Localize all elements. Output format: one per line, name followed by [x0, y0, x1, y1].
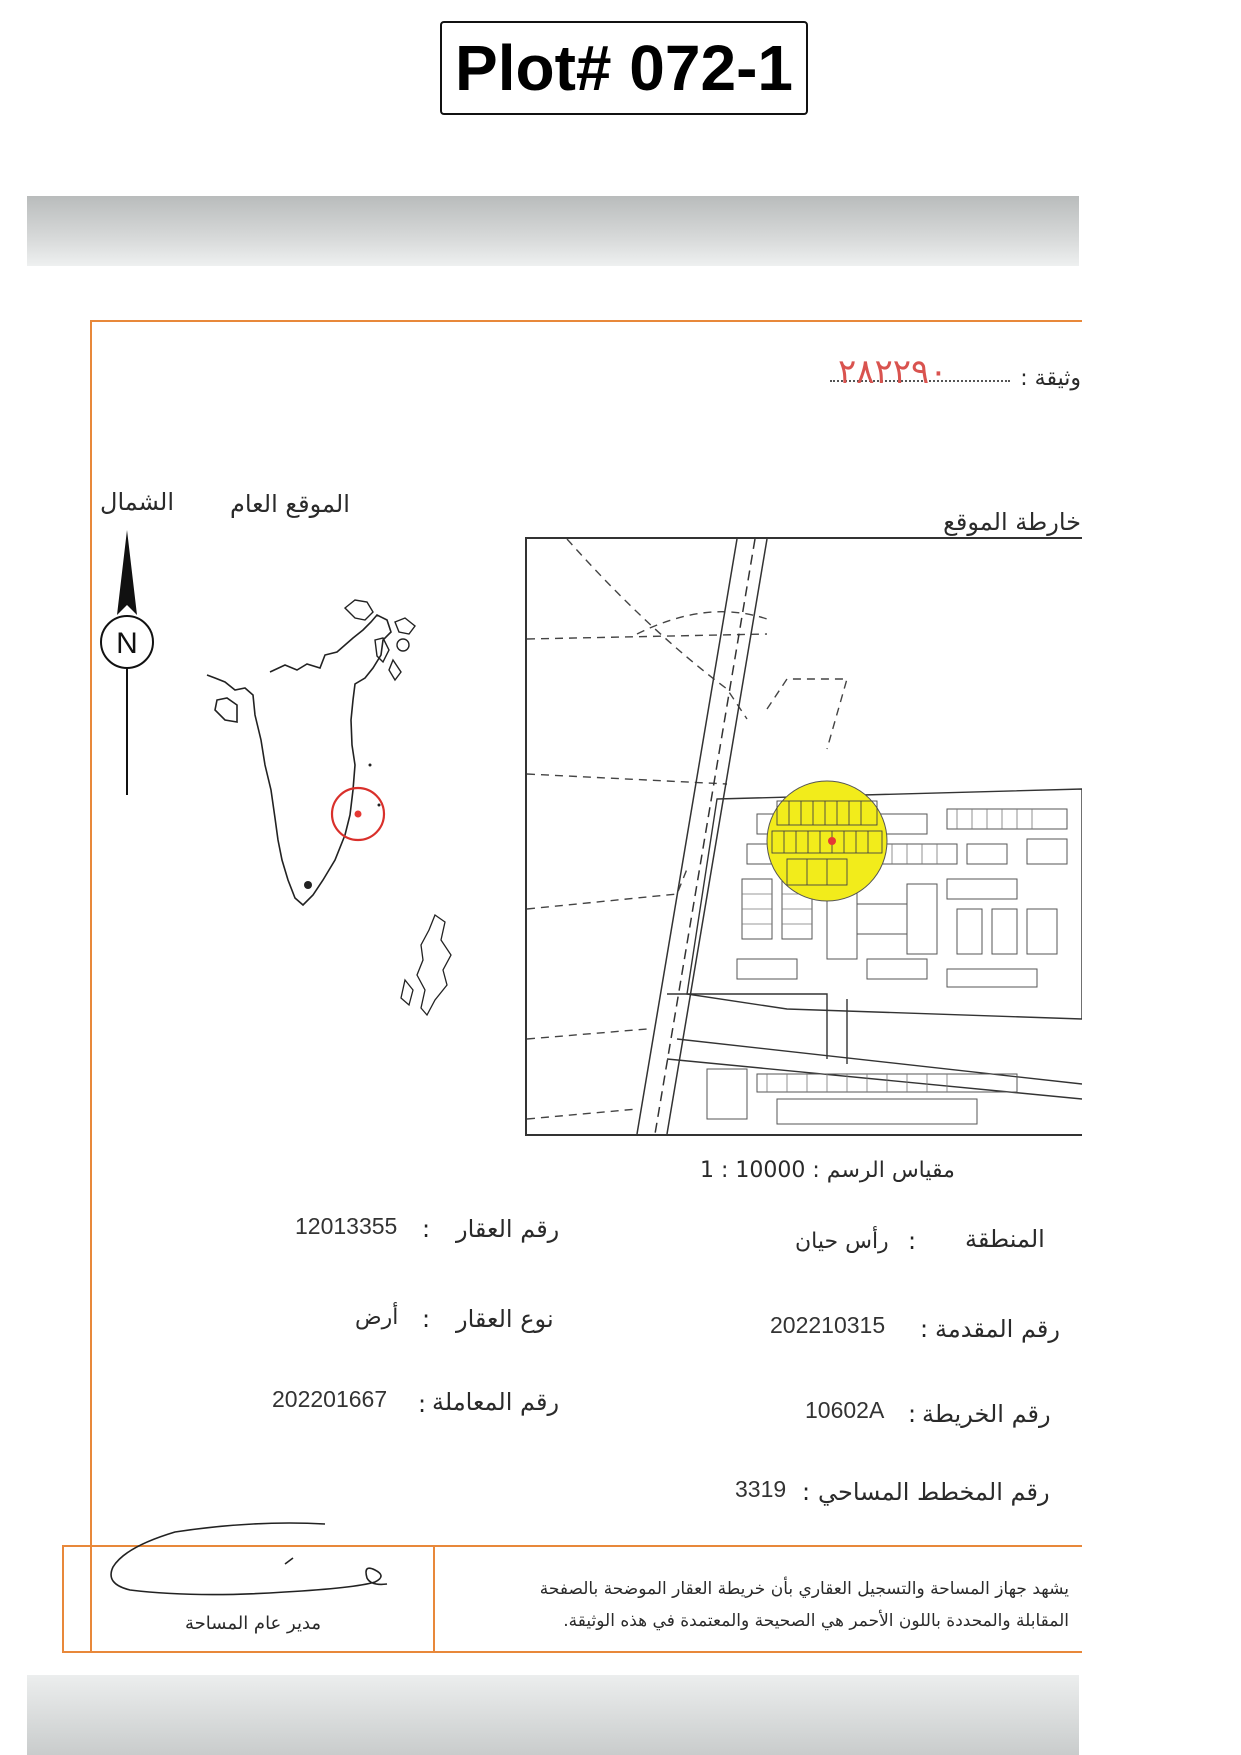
property-type-value: أرض — [355, 1305, 399, 1330]
property-number-colon: : — [422, 1215, 431, 1243]
signature-drawing — [105, 1512, 395, 1607]
application-number-colon: : — [920, 1315, 929, 1343]
southern-islands-outline — [401, 915, 451, 1015]
area-value: رأس حيان — [795, 1229, 889, 1254]
property-number-value: 12013355 — [295, 1213, 398, 1239]
main-island-outline — [207, 615, 391, 905]
map-number-colon: : — [908, 1400, 917, 1428]
compass-letter: N — [116, 627, 138, 660]
scan-shadow-bottom — [27, 1675, 1079, 1755]
property-type-label: نوع العقار — [456, 1305, 554, 1333]
transaction-number-label: رقم المعاملة — [432, 1388, 560, 1416]
transaction-number-colon: : — [418, 1390, 427, 1418]
general-location-title: الموقع العام — [230, 490, 350, 518]
application-number-value: 202210315 — [770, 1312, 886, 1338]
plot-title: Plot# 072-1 — [440, 21, 808, 115]
property-number-label: رقم العقار — [456, 1215, 560, 1243]
north-label: الشمال — [100, 488, 175, 516]
area-label: المنطقة — [965, 1225, 1045, 1253]
scale-label: مقياس الرسم : 10000 : 1 — [700, 1158, 955, 1183]
location-dot-marker — [355, 811, 362, 818]
area-colon: : — [908, 1227, 917, 1255]
certification-text — [509, 1573, 1069, 1637]
certification-line-2: المقابلة والمحددة باللون الأحمر هي الصحيحة والمعتمدة في هذه الوثيقة. — [563, 1611, 1069, 1631]
survey-plan-colon: : — [802, 1478, 811, 1506]
site-map-title: خارطة الموقع — [943, 508, 1081, 536]
north-arrow-icon — [95, 525, 155, 805]
survey-plan-value: 3319 — [735, 1476, 787, 1502]
site-map-frame — [525, 537, 1082, 1136]
map-number-value: 10602A — [805, 1397, 885, 1423]
site-map-drawing — [527, 539, 1082, 1134]
scan-shadow-top — [27, 196, 1079, 266]
main-road — [637, 539, 767, 1134]
property-type-colon: : — [422, 1305, 431, 1333]
plot-location-marker — [828, 837, 836, 845]
footer-divider — [433, 1547, 435, 1651]
application-number-label: رقم المقدمة — [935, 1315, 1060, 1343]
certification-line-1: يشهد جهاز المساحة والتسجيل العقاري بأن خريطة العقار الموضحة بالصفحة — [539, 1579, 1069, 1599]
transaction-number-value: 202201667 — [272, 1386, 388, 1412]
survey-plan-label: رقم المخطط المساحي — [818, 1478, 1050, 1506]
map-number-label: رقم الخريطة — [922, 1400, 1051, 1428]
document-number-value: ٢٨٢٢٩٠ — [838, 354, 948, 391]
signatory-role: مدير عام المساحة — [185, 1613, 322, 1634]
northern-islands-outline — [345, 600, 415, 680]
country-outline-map — [195, 560, 485, 1080]
document-number-label: وثيقة : — [1020, 366, 1081, 391]
